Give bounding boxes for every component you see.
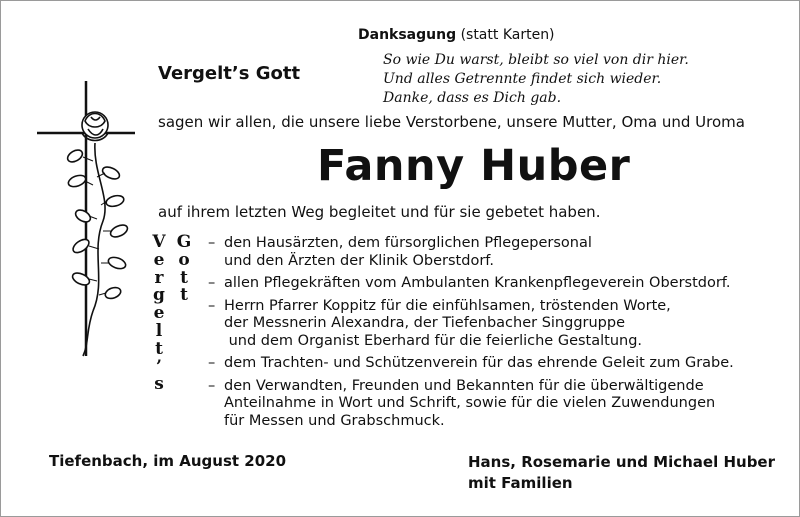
vertical-letter: g: [153, 285, 165, 306]
vertical-letter: e: [153, 249, 165, 270]
thanks-line: den Verwandten, Freunden und Bekannten für die überwältigende: [224, 377, 704, 394]
outro-text: auf ihrem letzten Weg begleitet und für sie gebetet haben.: [158, 203, 601, 221]
thanks-item: [208, 355, 734, 373]
danksagung-title: Danksagung: [358, 27, 457, 43]
thanks-line: den Hausärzten, dem fürsorglichen Pflegepersonal: [224, 235, 592, 251]
dash: –: [208, 355, 216, 371]
poem-line: Und alles Getrennte findet sich wieder.: [383, 71, 662, 87]
thanks-line: Anteilnahme in Wort und Schrift, sowie für die vielen Zuwendungen: [224, 395, 716, 411]
signer-line: mit Familien: [468, 474, 573, 492]
vertical-letter: t: [155, 338, 163, 359]
dash: –: [208, 235, 216, 251]
vertical-word-vergelts: [150, 234, 168, 394]
place-date: Tiefenbach, im August 2020: [49, 452, 287, 470]
vertical-letter: o: [178, 249, 190, 270]
thanks-line: allen Pflegekräften vom Ambulanten Krankenpflegeverein Oberstdorf.: [224, 275, 731, 291]
thanks-line: der Messnerin Alexandra, der Tiefenbacher Singgruppe: [224, 315, 626, 331]
vertical-letter: t: [180, 285, 188, 306]
cross-with-rose-icon: [31, 81, 141, 361]
greeting-heading: Vergelt’s Gott: [158, 63, 301, 84]
thanks-item: [208, 235, 734, 270]
poem-line: So wie Du warst, bleibt so viel von dir hier.: [383, 52, 689, 68]
deceased-name: Fanny Huber: [317, 141, 631, 191]
thanks-line: dem Trachten- und Schützenverein für das ehrende Geleit zum Grabe.: [224, 355, 734, 371]
danksagung-heading: [358, 27, 555, 43]
dash: –: [208, 377, 216, 394]
signer-line: Hans, Rosemarie und Michael Huber: [468, 453, 776, 471]
thanks-line: und dem Organist Eberhard für die feierliche Gestaltung.: [224, 332, 643, 349]
dash: –: [208, 275, 216, 291]
vertical-letter: t: [180, 267, 188, 288]
thanks-item: [208, 378, 734, 431]
poem: [383, 51, 689, 108]
thanks-line: und den Ärzten der Klinik Oberstdorf.: [224, 252, 494, 269]
thanks-item: [208, 298, 734, 351]
vertical-letter: V: [152, 232, 166, 252]
poem-line: Danke, dass es Dich gab.: [383, 90, 562, 106]
vertical-word-gott: [175, 234, 193, 305]
thanks-item: [208, 275, 734, 293]
vertical-letter: r: [154, 267, 164, 288]
vertical-letter: s: [154, 374, 164, 395]
signers: [468, 452, 775, 494]
intro-text: sagen wir allen, die unsere liebe Verstorbene, unsere Mutter, Oma und Uroma: [158, 113, 745, 131]
thanks-list: [208, 235, 734, 435]
thanks-line: für Messen und Grabschmuck.: [224, 412, 445, 429]
dash: –: [208, 297, 216, 314]
vertical-letter: e: [153, 303, 165, 324]
vertical-letter: l: [155, 320, 163, 341]
vertical-letter: G: [176, 232, 192, 252]
statt-karten-note: (statt Karten): [460, 27, 555, 43]
vertical-letter: ’: [156, 356, 162, 377]
thanks-line: Herrn Pfarrer Koppitz für die einfühlsamen, tröstenden Worte,: [224, 297, 671, 314]
